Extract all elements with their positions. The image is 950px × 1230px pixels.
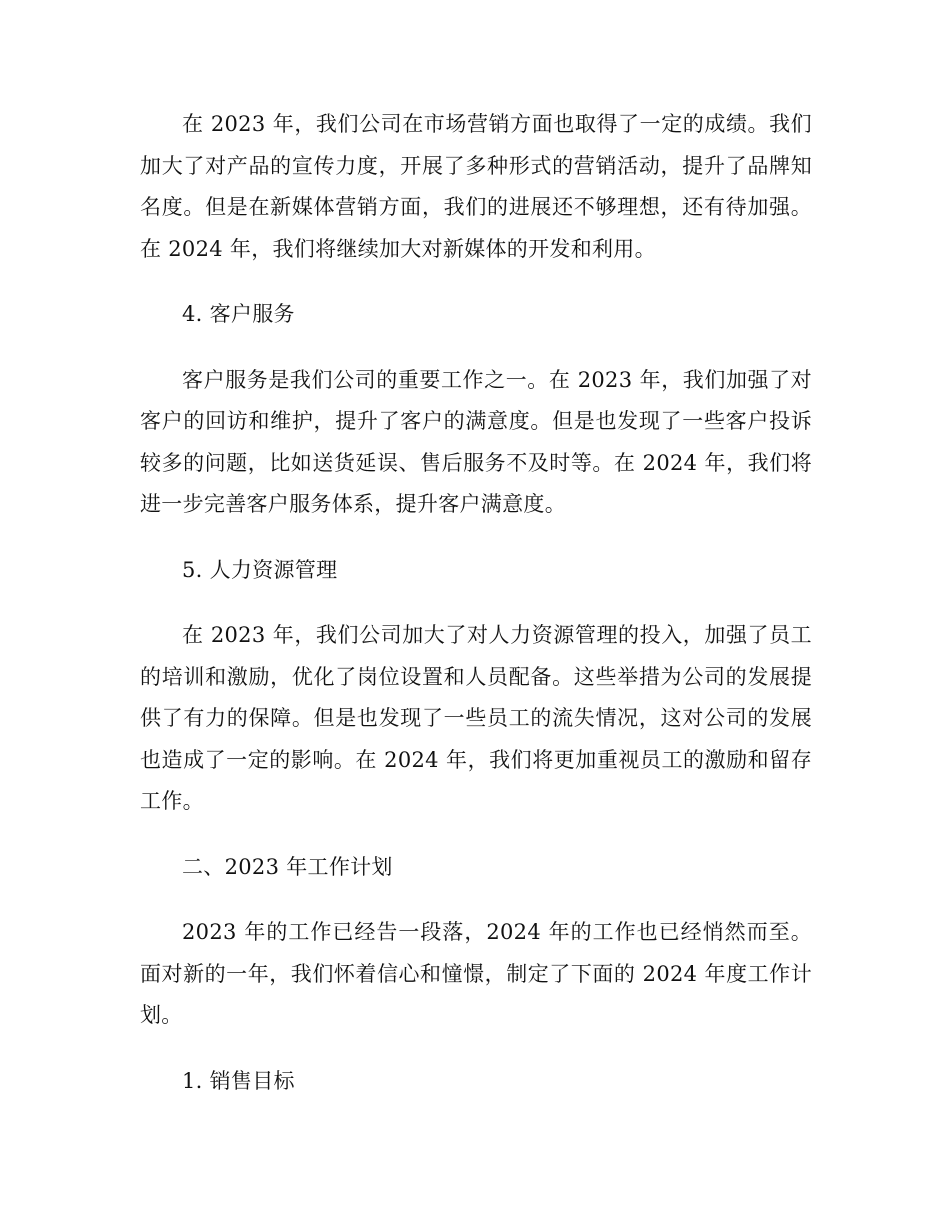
heading-customer-service: 4. 客户服务 <box>182 302 295 326</box>
spacer <box>140 888 812 912</box>
spacer <box>140 591 812 615</box>
paragraph-human-resources: 在 2023 年，我们公司加大了对人力资源管理的投入，加强了员工的培训和激励，优化了岗位设置和人员配备。这些举措为公司的发展提供了有力的保障。但是也发现了一些员工的流失情况，这对公司的发展也造成了一定的影响。在 2024 年，我们将更加重视员工的激励和留存工作。 <box>140 623 812 813</box>
heading-human-resources: 5. 人力资源管理 <box>182 557 338 582</box>
heading-sales-target: 1. 销售目标 <box>182 1068 295 1093</box>
heading-work-plan: 二、2023 年工作计划 <box>182 854 393 879</box>
spacer <box>140 336 812 360</box>
spacer <box>140 270 812 294</box>
spacer <box>140 1037 812 1061</box>
spacer <box>140 526 812 550</box>
paragraph-marketing: 在 2023 年，我们公司在市场营销方面也取得了一定的成绩。我们加大了对产品的宣传力度，开展了多种形式的营销活动，提升了品牌知名度。但是在新媒体营销方面，我们的进展还不够理想，还有待加强。在 2024 年，我们将继续加大对新媒体的开发和利用。 <box>140 112 812 261</box>
paragraph-work-plan: 2023 年的工作已经告一段落，2024 年的工作也已经悄然而至。面对新的一年，我们怀着信心和憧憬，制定了下面的 2024 年度工作计划。 <box>140 920 812 1027</box>
paragraph-customer-service: 客户服务是我们公司的重要工作之一。在 2023 年，我们加强了对客户的回访和维护，提升了客户的满意度。但是也发现了一些客户投诉较多的问题，比如送货延误、售后服务不及时等。在 2024 年，我们将进一步完善客户服务体系，提升客户满意度。 <box>140 367 812 516</box>
spacer <box>140 823 812 847</box>
document-page <box>140 104 812 1102</box>
